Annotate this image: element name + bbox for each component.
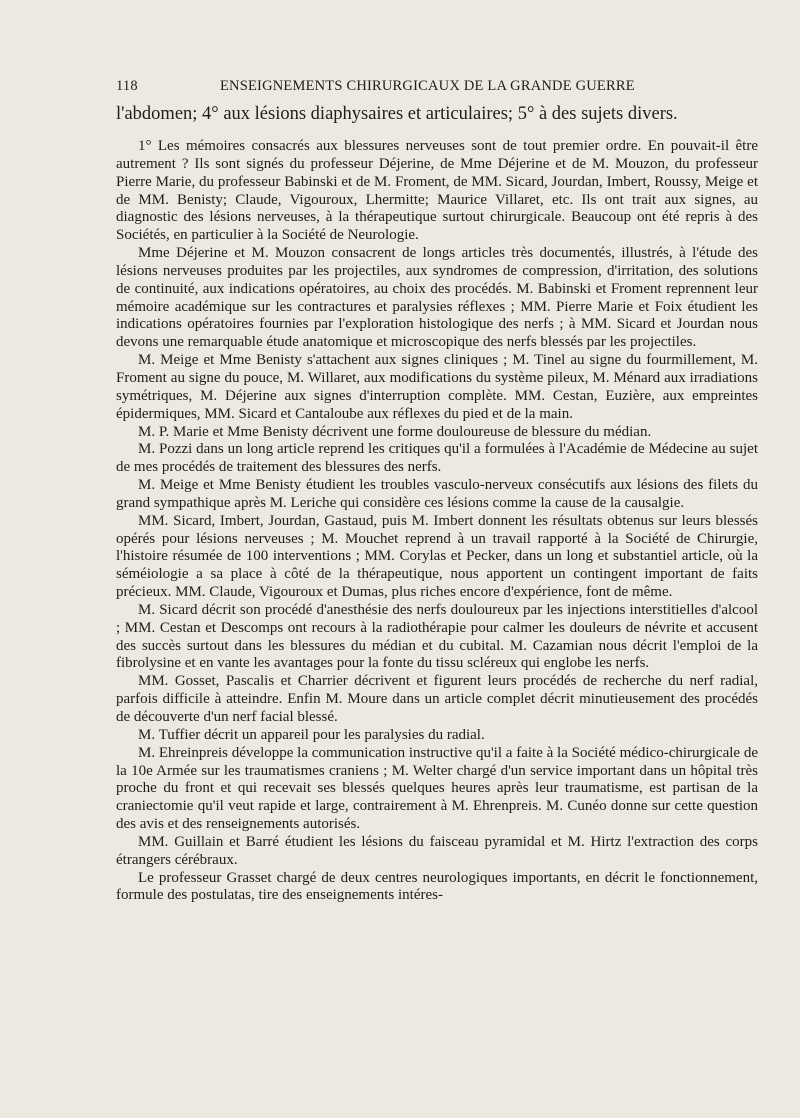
paragraph: MM. Guillain et Barré étudient les lésions du faisceau pyramidal et M. Hirtz l'extraction des corps étrangers cérébraux. (116, 833, 758, 868)
running-title: ENSEIGNEMENTS CHIRURGICAUX DE LA GRANDE GUERRE (220, 78, 635, 94)
paragraph: M. Ehreinpreis développe la communication instructive qu'il a faite à la Société médico-chirurgicale de la 10e Armée sur les traumatismes craniens ; M. Welter chargé d'un service important dans un hôpital très proche du front et qui recevait ses blessés quelques heures après leur traumatisme, est partisan de la craniectomie qu'il veut rapide et large, contrairement à M. Ehrenpreis. M. Cunéo donne sur cette question des avis et des renseignements autorisés. (116, 744, 758, 833)
paragraph: 1° Les mémoires consacrés aux blessures nerveuses sont de tout premier ordre. En pouvait-il être autrement ? Ils sont signés du professeur Déjerine, de Mme Déjerine et de M. Mouzon, du professeur Pierre Marie, du professeur Babinski et de M. Froment, de MM. Sicard, Jourdan, Imbert, Roussy, Meige et de MM. Benisty; Claude, Vigouroux, Lhermitte; Maurice Villaret, etc. Ils ont trait aux signes, au diagnostic des lésions nerveuses, à la thérapeutique surtout chirurgicale. Beaucoup ont été repris à des Sociétés, en particulier à la Société de Neurologie. (116, 138, 758, 244)
paragraph-intro: l'abdomen; 4° aux lésions diaphysaires et articulaires; 5° à des sujets divers. (116, 104, 678, 124)
paragraph: Le professeur Grasset chargé de deux centres neurologiques importants, en décrit le fonctionnement, formule des postulatas, tire des enseignements intéres- (116, 869, 758, 904)
page-number: 118 (116, 78, 138, 94)
paragraph: M. Tuffier décrit un appareil pour les paralysies du radial. (138, 726, 485, 743)
paragraph: MM. Sicard, Imbert, Jourdan, Gastaud, puis M. Imbert donnent les résultats obtenus sur leurs blessés opérés pour lésions nerveuses ; M. Mouchet reprend à un travail rapporté à la Société de Chirurgie, l'histoire résumée de 100 interventions ; MM. Corylas et Pecker, dans un long et substantiel article, où la séméiologie a sa place à côté de la thérapeutique, nous apportent un contingent important de faits précieux. MM. Claude, Vigouroux et Dumas, plus riches encore d'expérience, font de même. (116, 512, 758, 601)
paragraph: M. Meige et Mme Benisty étudient les troubles vasculo-nerveux consécutifs aux lésions des filets du grand sympathique après M. Leriche qui considère ces lésions comme la cause de la causalgie. (116, 477, 758, 511)
paragraph: M. Meige et Mme Benisty s'attachent aux signes cliniques ; M. Tinel au signe du fourmillement, M. Froment au signe du pouce, M. Willaret, aux modifications du système pileux, M. Ménard aux irradiations symétriques, M. Déjerine aux signes d'interruption complète. MM. Cestan, Euzière, aux empreintes épidermiques, MM. Sicard et Cantaloube aux réflexes du pied et de la main. (116, 352, 758, 422)
paragraph: M. Pozzi dans un long article reprend les critiques qu'il a formulées à l'Académie de Médecine au sujet de mes procédés de traitement des blessures des nerfs. (116, 441, 758, 476)
paragraph: Mme Déjerine et M. Mouzon consacrent de longs articles très documentés, illustrés, à l'étude des lésions nerveuses produites par les projectiles, aux syndromes de compression, d'irritation, des solutions de continuité, aux indications opératoires, au choix des procédés. M. Babinski et Froment reprennent leur mémoire académique sur les contractures et paralysies réflexes ; MM. Pierre Marie et Foix étudient les indications opératoires fournies par l'exploration histologique des nerfs ; à MM. Sicard et Jourdan nous devons une remarquable étude anatomique et microscopique des nerfs blessés par les projectiles. (116, 245, 758, 351)
paragraph: M. P. Marie et Mme Benisty décrivent une forme douloureuse de blessure du médian. (138, 423, 652, 440)
body-text (116, 104, 758, 905)
paragraph: MM. Gosset, Pascalis et Charrier décrivent et figurent leurs procédés de recherche du nerf radial, parfois difficile à atteindre. Enfin M. Moure dans un article complet décrit minutieusement des procédés de découverte d'un nerf facial blessé. (116, 673, 758, 725)
paragraph: M. Sicard décrit son procédé d'anesthésie des nerfs douloureux par les injections interstitielles d'alcool ; MM. Cestan et Descomps ont recours à la radiothérapie pour calmer les douleurs de névrite et accusent des succès surtout dans les blessures du médian et du cubital. M. Cazamian nous décrit l'emploi de la fibrolysine et en vante les avantages pour la fonte du tissu scléreux qui englobe les nerfs. (116, 601, 758, 672)
